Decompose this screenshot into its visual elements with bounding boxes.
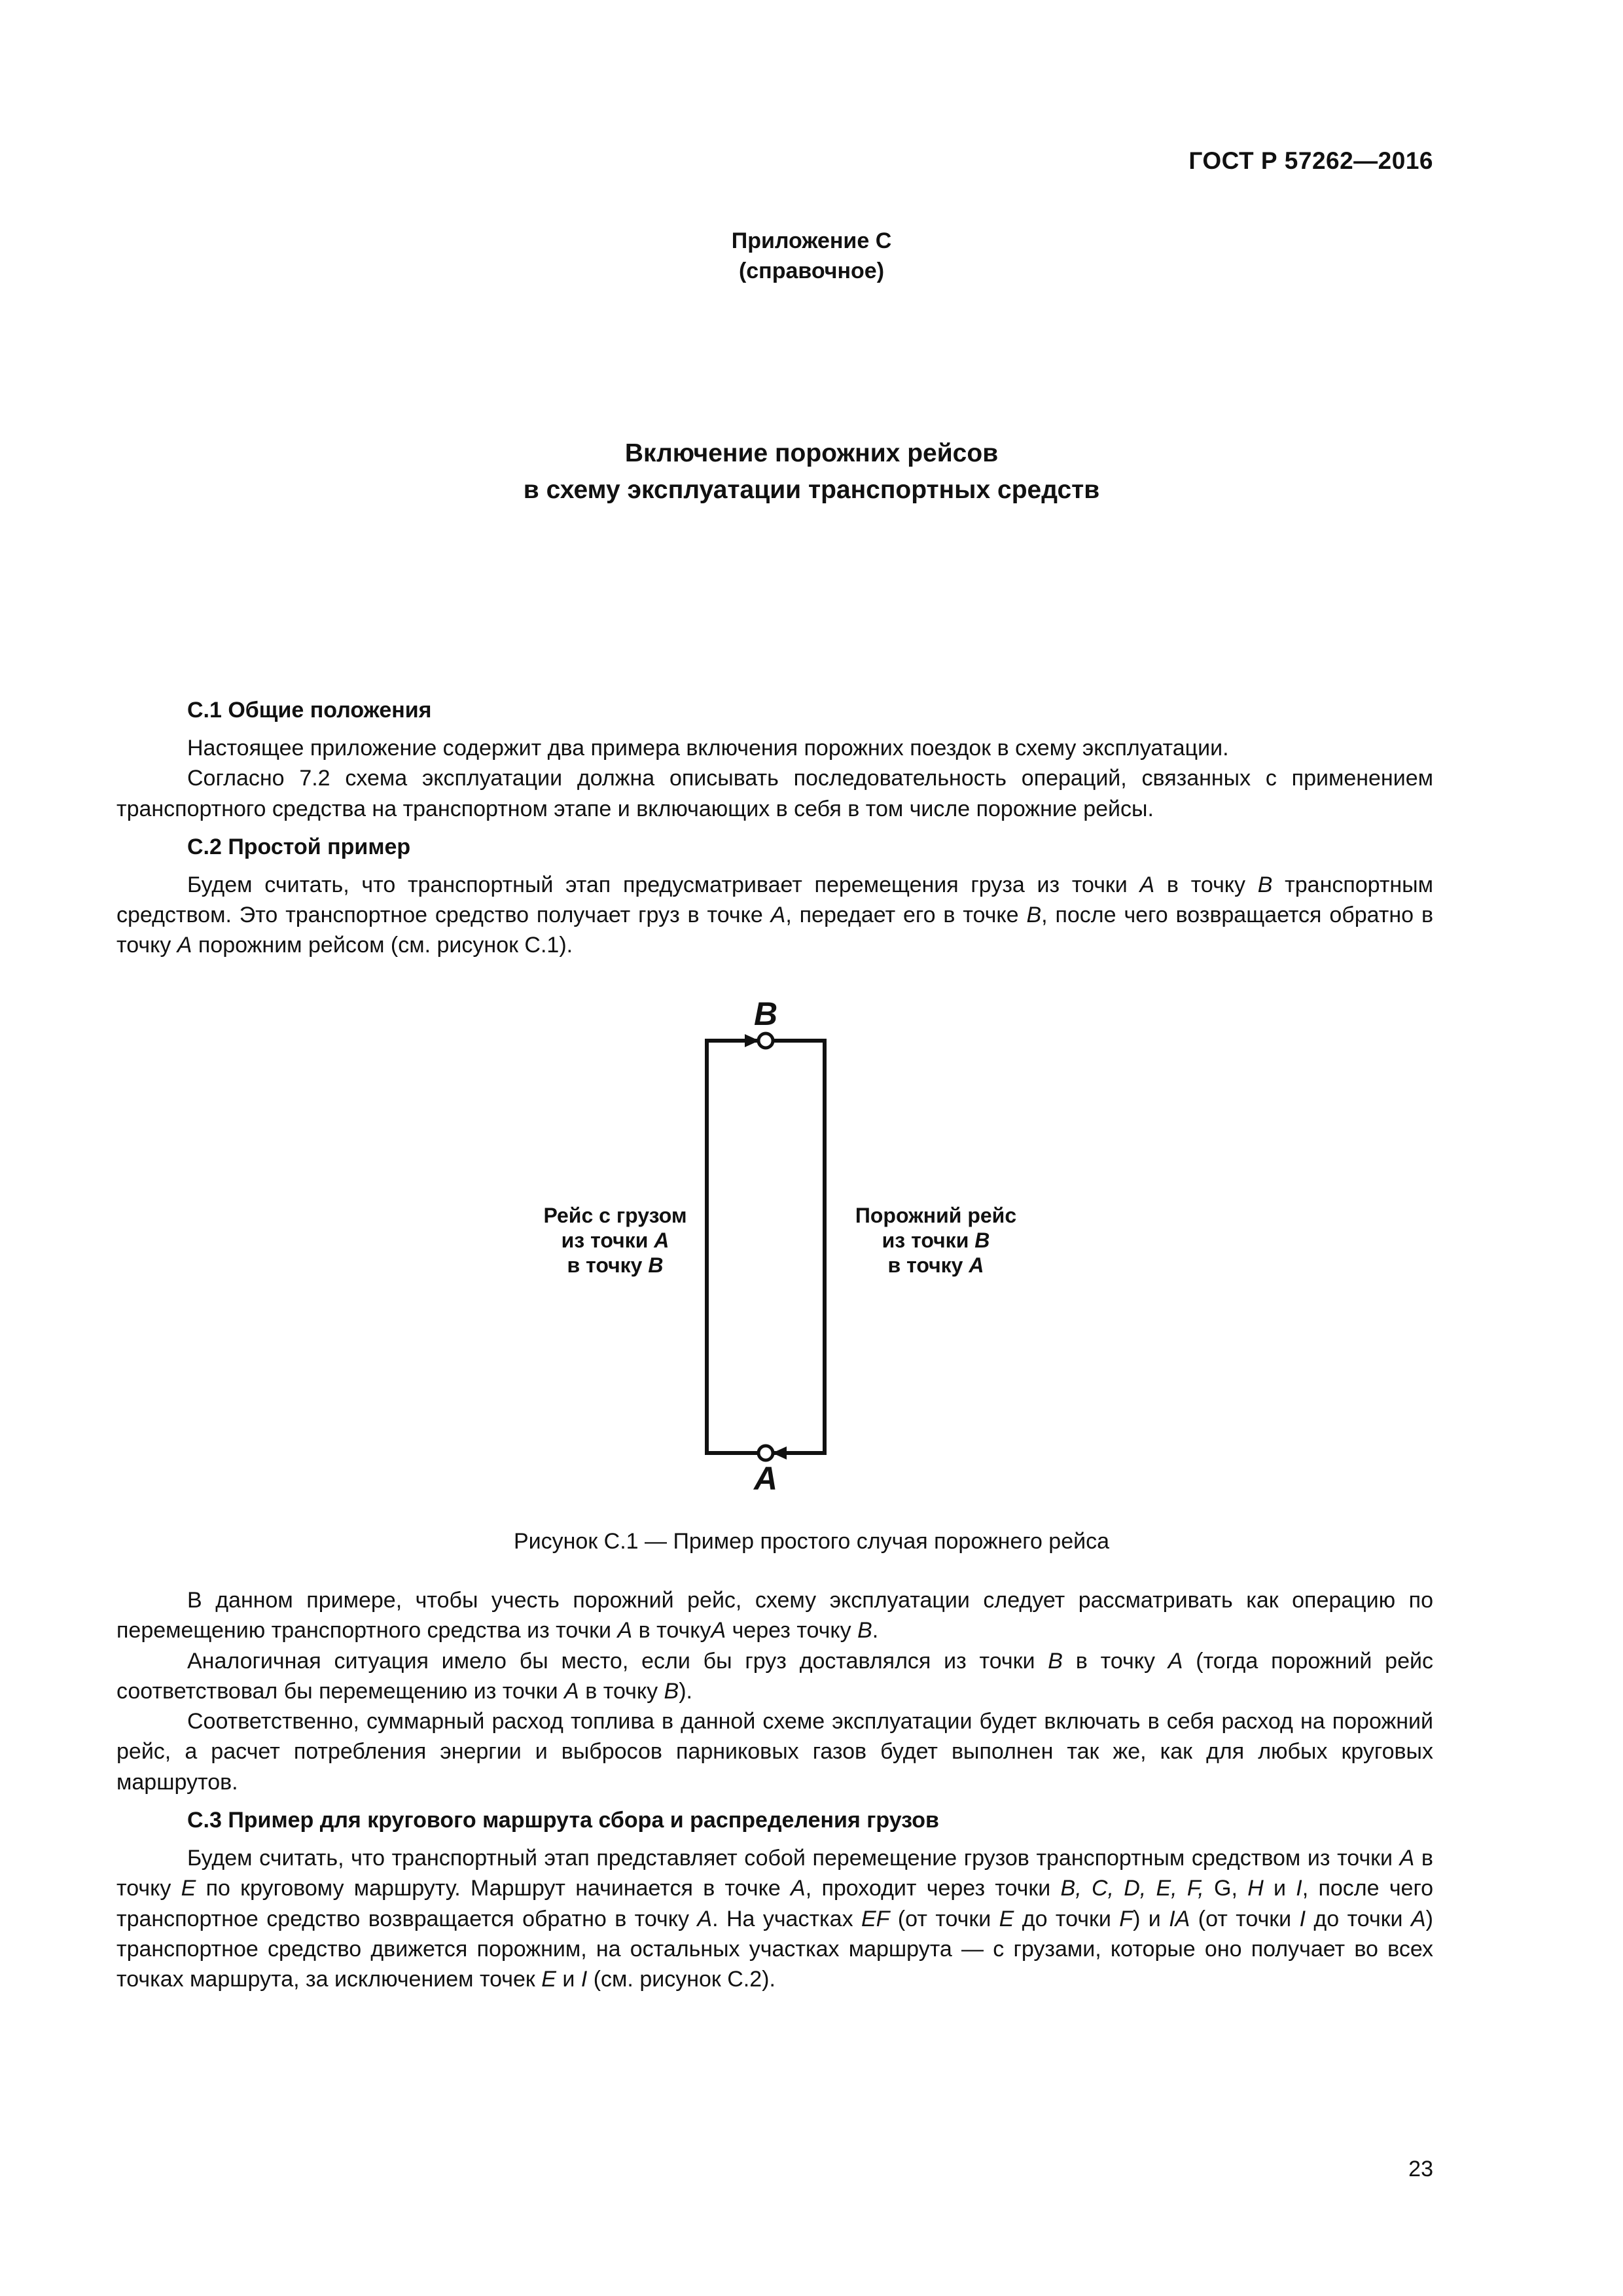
appendix-type: (справочное) bbox=[738, 259, 885, 283]
section-c1-c2 bbox=[116, 695, 1433, 961]
section-c3-paragraph-1: Будем считать, что транспортный этап представляет собой перемещение грузов транспортным средством из точки А в точку Е по круговому маршруту. Маршрут начинается в точке А, проходит через точки В, С, D, Е, F, G, H и I, после чего транспортное средство возвращается обратно в точку А. На участках EF (от точки Е до точки F) и IA (от точки I до точки А) транспортное средство движется порожним, на остальных участках маршрута — с грузами, которые оно получает во всех точках маршрута, за исключением точек Е и I (см. рисунок С.2). bbox=[116, 1846, 1434, 1992]
page-title bbox=[0, 435, 1623, 509]
after-figure-paragraph-3: Соответственно, суммарный расход топлива в данной схеме эксплуатации будет включать в себя расход на порожний рейс, а расчет потребления энергии и выбросов парниковых газов будет выполнен так же, как для любых круговых маршрутов. bbox=[116, 1709, 1433, 1795]
point-a-label: А bbox=[753, 1460, 778, 1497]
section-c3-heading: С.3 Пример для кругового маршрута сбора и распределения грузов bbox=[187, 1808, 939, 1833]
section-c2-paragraph-1: Будем считать, что транспортный этап предусматривает перемещения груза из точки А в точку В транспортным средством. Это транспортное средство получает груз в точке А, передает его в точке В, после чего возвращается обратно в точку А порожним рейсом (см. рисунок С.1). bbox=[116, 872, 1434, 958]
point-b-marker bbox=[758, 1033, 773, 1048]
section-c1-paragraph-2: Согласно 7.2 схема эксплуатации должна описывать последовательность операций, связанных с применением транспортного средства на транспортном этапе и включающих в себя в том числе порожние рейсы. bbox=[116, 766, 1433, 821]
section-c2-heading: С.2 Простой пример bbox=[187, 834, 411, 859]
figure-c1-caption: Рисунок С.1 — Пример простого случая порожнего рейса bbox=[513, 1529, 1110, 1554]
section-c2-c3-continued bbox=[116, 1585, 1433, 1995]
empty-trip-label: Порожний рейс из точки В в точку А bbox=[855, 1204, 1017, 1277]
section-c1-heading: С.1 Общие положения bbox=[187, 698, 432, 723]
appendix-heading bbox=[0, 226, 1623, 286]
standard-number: ГОСТ Р 57262—2016 bbox=[1188, 147, 1433, 174]
loaded-trip-label: Рейс с грузом из точки А в точку В bbox=[543, 1204, 687, 1277]
after-figure-paragraph-1: В данном примере, чтобы учесть порожний рейс, схему эксплуатации следует рассматривать как операцию по перемещению транспортного средства из точки А в точкуА через точку В. bbox=[116, 1588, 1433, 1643]
after-figure-paragraph-2: Аналогичная ситуация имело бы место, если бы груз доставлялся из точки В в точку А (тогда порожний рейс соответствовал бы перемещению из точки А в точку В). bbox=[116, 1648, 1433, 1704]
point-a-marker bbox=[758, 1446, 773, 1460]
section-c1-paragraph-1: Настоящее приложение содержит два примера включения порожних поездок в схему эксплуатации. bbox=[187, 736, 1229, 761]
title-line-1: Включение порожних рейсов bbox=[624, 439, 999, 467]
point-b-label: В bbox=[753, 996, 778, 1032]
page-number: 23 bbox=[1408, 2157, 1433, 2181]
appendix-title: Приложение С bbox=[731, 228, 892, 253]
title-line-2: в схему эксплуатации транспортных средств bbox=[523, 476, 1100, 504]
